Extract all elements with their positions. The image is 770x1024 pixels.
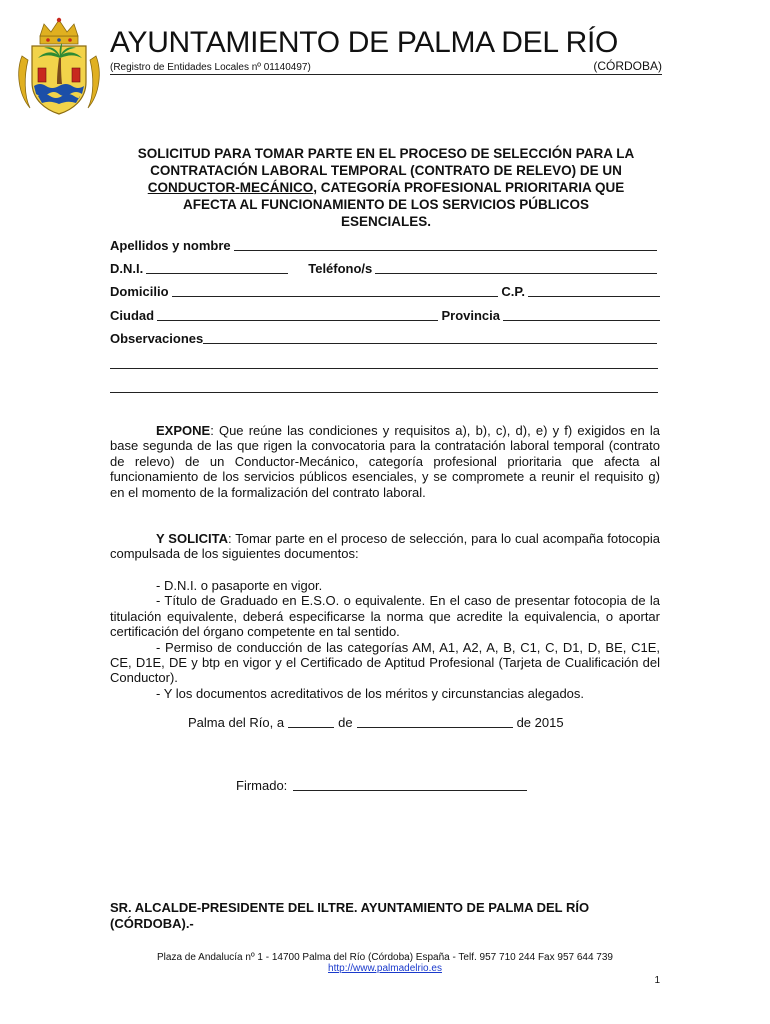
month-input-line[interactable] [357, 715, 513, 728]
remarks-label: Observaciones [110, 331, 204, 346]
remarks-extra-line[interactable] [110, 392, 658, 393]
city-input-line[interactable] [157, 308, 438, 321]
address-input-line[interactable] [172, 284, 499, 297]
date-place: Palma del Río, a [188, 715, 285, 730]
dni-label: D.N.I. [110, 261, 144, 276]
day-input-line[interactable] [288, 715, 334, 728]
subject-line: ESENCIALES. [340, 214, 432, 229]
remarks-row [110, 331, 660, 346]
surname-label: Apellidos y nombre [110, 238, 231, 253]
city-label: Ciudad [110, 308, 155, 323]
list-item: - Y los documentos acreditativos de los méritos y circunstancias alegados. [156, 685, 585, 701]
surname-field-row [110, 238, 660, 253]
addressee-line: (CÓRDOBA).- [110, 916, 194, 931]
list-item: - D.N.I. o pasaporte en vigor. [156, 578, 323, 593]
postal-code-label: C.P. [501, 284, 525, 299]
phone-label: Teléfono/s [308, 261, 373, 276]
signature-label: Firmado: [236, 778, 288, 793]
subject-line: AFECTA AL FUNCIONAMIENTO DE LOS SERVICIOS PÚBLICOS [182, 197, 590, 212]
signature-input-line[interactable] [293, 778, 527, 791]
position-name: CONDUCTOR-MECÁNICO [147, 180, 314, 195]
subject-line: SOLICITUD PARA TOMAR PARTE EN EL PROCESO DE SELECCIÓN PARA LA [137, 146, 635, 161]
remarks-extra-line[interactable] [110, 368, 658, 369]
remarks-input-line[interactable] [203, 331, 657, 344]
date-de: de [338, 715, 353, 730]
address-label: Domicilio [110, 284, 169, 299]
signature-line [236, 778, 527, 793]
solicita-text: : Tomar parte en el proceso de selección, para lo cual acompaña fotocopia compulsada de los siguientes documentos: [110, 531, 660, 562]
date-line [188, 715, 564, 730]
page-title: AYUNTAMIENTO DE PALMA DEL RÍO [110, 26, 619, 59]
footer-url-row [0, 963, 770, 974]
documents-list [110, 578, 660, 701]
list-item: - Permiso de conducción de las categorías AM, A1, A2, A, B, C1, C, D1, D, BE, C1E, CE, D1E, DE y btp en vigor y el Certificado de Aptitud Profesional (Tarjeta de Cualificación del Conductor). [110, 639, 660, 686]
dni-phone-row [110, 261, 660, 276]
phone-input-line[interactable] [375, 261, 657, 274]
address-postal-row [110, 284, 660, 299]
dni-input-line[interactable] [146, 261, 288, 274]
website-link[interactable]: http://www.palmadelrio.es [328, 963, 442, 974]
subject-line-rest: , CATEGORÍA PROFESIONAL PRIORITARIA QUE [313, 180, 625, 195]
province-input-line[interactable] [503, 308, 660, 321]
addressee [110, 900, 662, 932]
expone-paragraph [110, 423, 660, 500]
solicita-label: Y SOLICITA [156, 531, 228, 546]
subject-line: CONTRATACIÓN LABORAL TEMPORAL (CONTRATO DE RELEVO) DE UN [150, 163, 622, 178]
expone-label: EXPONE [156, 423, 211, 438]
registry-number: (Registro de Entidades Locales nº 01140497) [110, 62, 311, 73]
province-label: (CÓRDOBA) [593, 59, 662, 73]
solicita-paragraph [110, 531, 660, 562]
header-divider [110, 74, 662, 75]
surname-input-line[interactable] [234, 238, 657, 251]
date-year: de 2015 [516, 715, 564, 730]
province-field-label: Provincia [441, 308, 500, 323]
page-number: 1 [654, 975, 660, 986]
list-item: - Título de Graduado en E.S.O. o equivalente. En el caso de presentar fotocopia de la titulación equivalente, deberá especificarse la norma que acredite la equivalencia, o aportar certificación del órgano competente en tal sentido. [110, 593, 660, 640]
expone-text: : Que reúne las condiciones y requisitos a), b), c), d), e) y f) exigidos en la base segunda de las que rigen la convocatoria para la contratación laboral temporal (contrato de relevo) de un Conductor-Mecánico, categoría profesional prioritaria que afecta al funcionamiento de los servicios públicos esenciales, y se compromete a reunir el requisito g) en el momento de la formalización del contrato laboral. [110, 423, 660, 500]
subject-line [110, 179, 662, 196]
footer-address: Plaza de Andalucía nº 1 - 14700 Palma del Río (Córdoba) España - Telf. 957 710 244 Fax 957 644 739 [157, 952, 613, 963]
municipal-crest-icon [16, 16, 102, 120]
postal-code-input-line[interactable] [528, 284, 660, 297]
city-province-row [110, 308, 660, 323]
addressee-line: SR. ALCALDE-PRESIDENTE DEL ILTRE. AYUNTAMIENTO DE PALMA DEL RÍO [110, 900, 590, 915]
document-subject [110, 145, 662, 230]
